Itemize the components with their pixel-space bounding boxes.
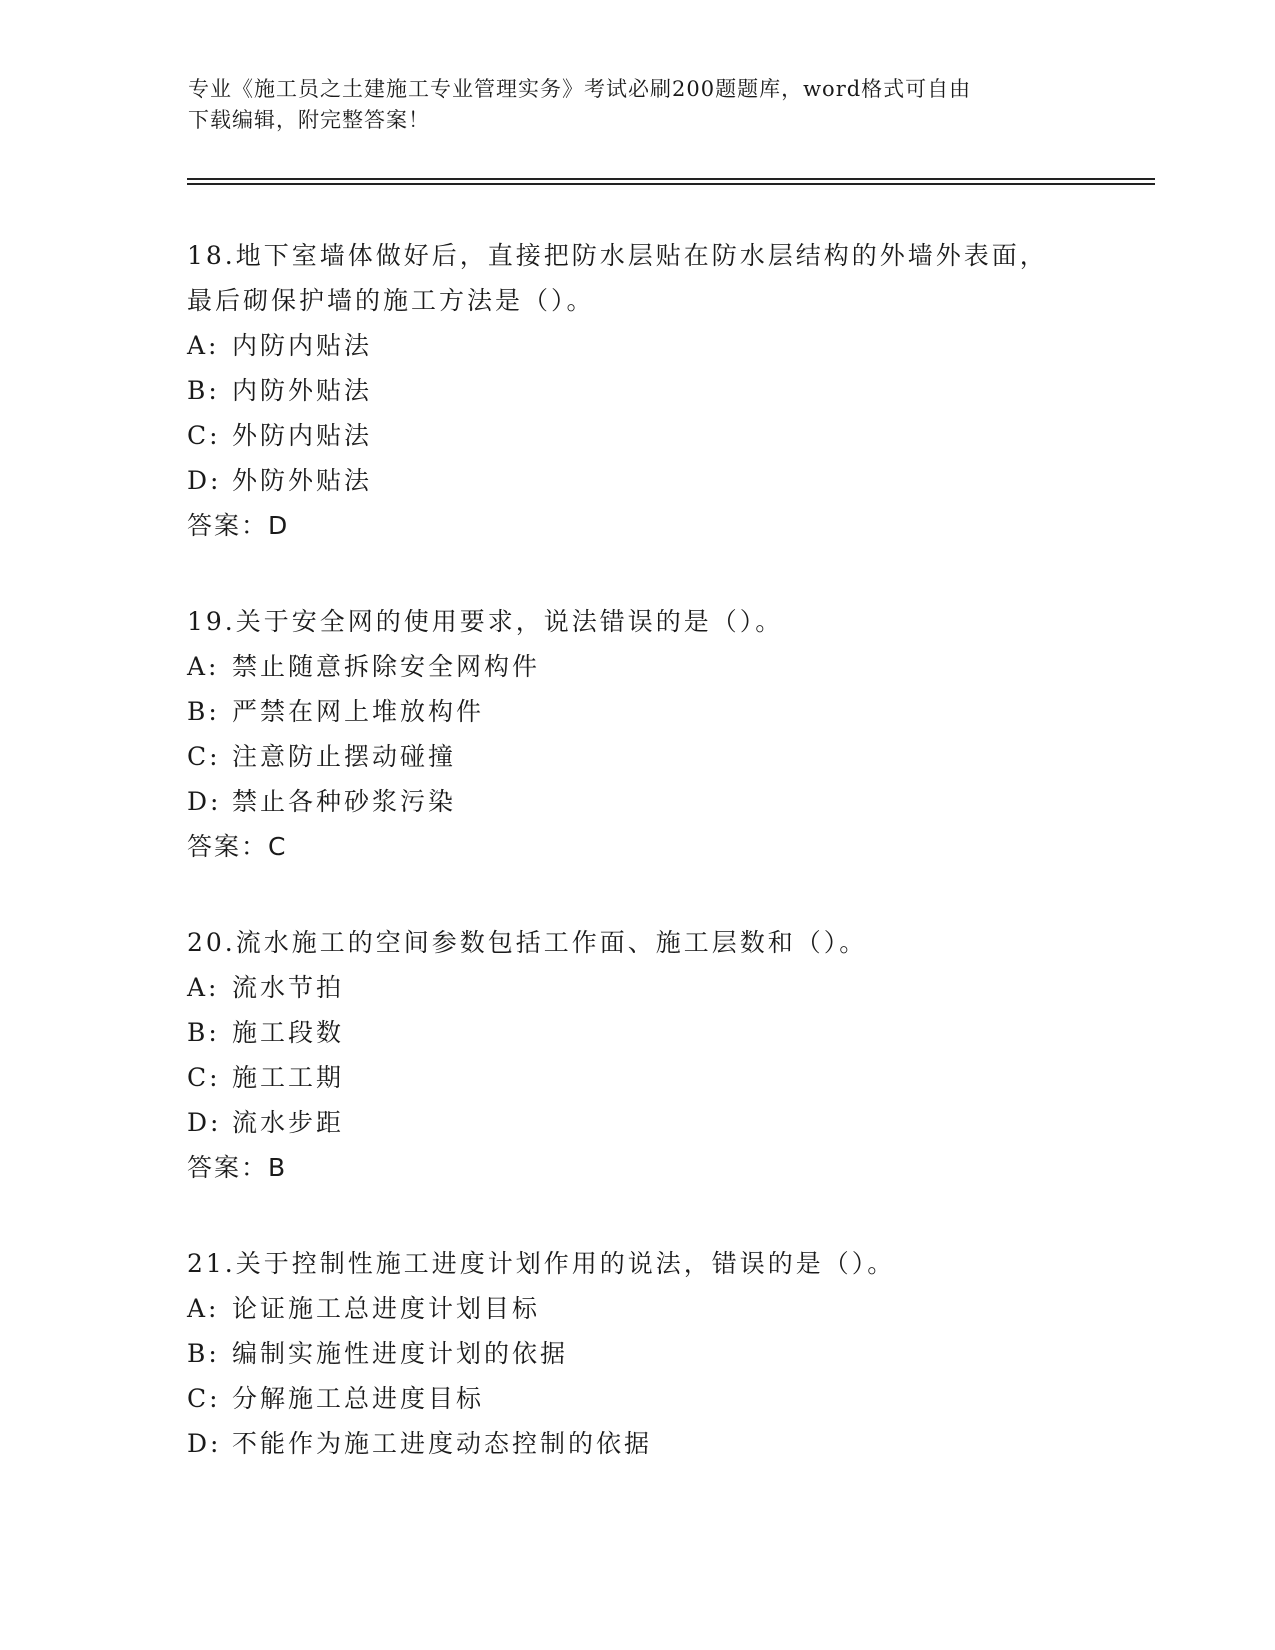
answer-line: 答案：D	[187, 511, 290, 540]
header-divider-top	[187, 178, 1155, 180]
question-list	[187, 233, 1147, 1466]
option-text: 编制实施性进度计划的依据	[232, 1339, 569, 1368]
option-text: 论证施工总进度计划目标	[232, 1294, 541, 1323]
option-d	[187, 1421, 1147, 1466]
header-divider-bottom	[187, 183, 1155, 185]
question-title: 18.地下室墙体做好后，直接把防水层贴在防水层结构的外墙外表面，	[187, 241, 1048, 270]
option-b	[187, 1331, 1147, 1376]
option-text: 施工工期	[232, 1063, 345, 1092]
option-letter: D:	[187, 787, 222, 816]
option-c	[187, 413, 1147, 458]
option-letter: C:	[187, 742, 221, 771]
option-letter: B:	[187, 1339, 220, 1368]
option-text: 严禁在网上堆放构件	[232, 697, 485, 726]
option-text: 外防内贴法	[232, 421, 373, 450]
answer-line: 答案：C	[187, 832, 288, 861]
option-text: 流水步距	[232, 1108, 345, 1137]
option-a	[187, 965, 1147, 1010]
question-title: 20.流水施工的空间参数包括工作面、施工层数和（）。	[187, 928, 868, 957]
option-letter: C:	[187, 1063, 221, 1092]
header-line-2: 下载编辑，附完整答案！	[188, 108, 430, 132]
option-d	[187, 1100, 1147, 1145]
option-b	[187, 368, 1147, 413]
option-text: 注意防止摆动碰撞	[232, 742, 457, 771]
option-text: 内防内贴法	[232, 331, 373, 360]
question-18	[187, 233, 1147, 548]
option-letter: D:	[187, 1429, 222, 1458]
option-letter: A:	[187, 1294, 220, 1323]
question-19	[187, 599, 1147, 869]
option-text: 施工段数	[232, 1018, 345, 1047]
option-text: 分解施工总进度目标	[232, 1384, 485, 1413]
option-letter: B:	[187, 1018, 220, 1047]
option-c	[187, 734, 1147, 779]
document-header	[188, 74, 1088, 136]
option-b	[187, 689, 1147, 734]
question-title: 19.关于安全网的使用要求，说法错误的是（）。	[187, 607, 784, 636]
option-letter: C:	[187, 1384, 221, 1413]
option-a	[187, 323, 1147, 368]
option-d	[187, 458, 1147, 503]
option-text: 内防外贴法	[232, 376, 373, 405]
option-text: 外防外贴法	[232, 466, 373, 495]
question-21	[187, 1241, 1147, 1466]
option-a	[187, 644, 1147, 689]
option-letter: A:	[187, 331, 220, 360]
option-c	[187, 1376, 1147, 1421]
question-title: 21.关于控制性施工进度计划作用的说法，错误的是（）。	[187, 1249, 896, 1278]
header-line-1: 专业《施工员之土建施工专业管理实务》考试必刷200题题库，word格式可自由	[188, 77, 972, 101]
option-letter: C:	[187, 421, 221, 450]
option-c	[187, 1055, 1147, 1100]
option-b	[187, 1010, 1147, 1055]
option-letter: B:	[187, 376, 220, 405]
option-letter: D:	[187, 1108, 222, 1137]
option-d	[187, 779, 1147, 824]
answer-line: 答案：B	[187, 1153, 288, 1182]
question-title-continued: 最后砌保护墙的施工方法是（）。	[187, 286, 595, 315]
question-20	[187, 920, 1147, 1190]
option-text: 禁止各种砂浆污染	[232, 787, 457, 816]
option-text: 不能作为施工进度动态控制的依据	[232, 1429, 653, 1458]
option-letter: A:	[187, 973, 220, 1002]
option-a	[187, 1286, 1147, 1331]
option-letter: D:	[187, 466, 222, 495]
option-text: 流水节拍	[232, 973, 345, 1002]
option-letter: A:	[187, 652, 220, 681]
option-letter: B:	[187, 697, 220, 726]
option-text: 禁止随意拆除安全网构件	[232, 652, 541, 681]
